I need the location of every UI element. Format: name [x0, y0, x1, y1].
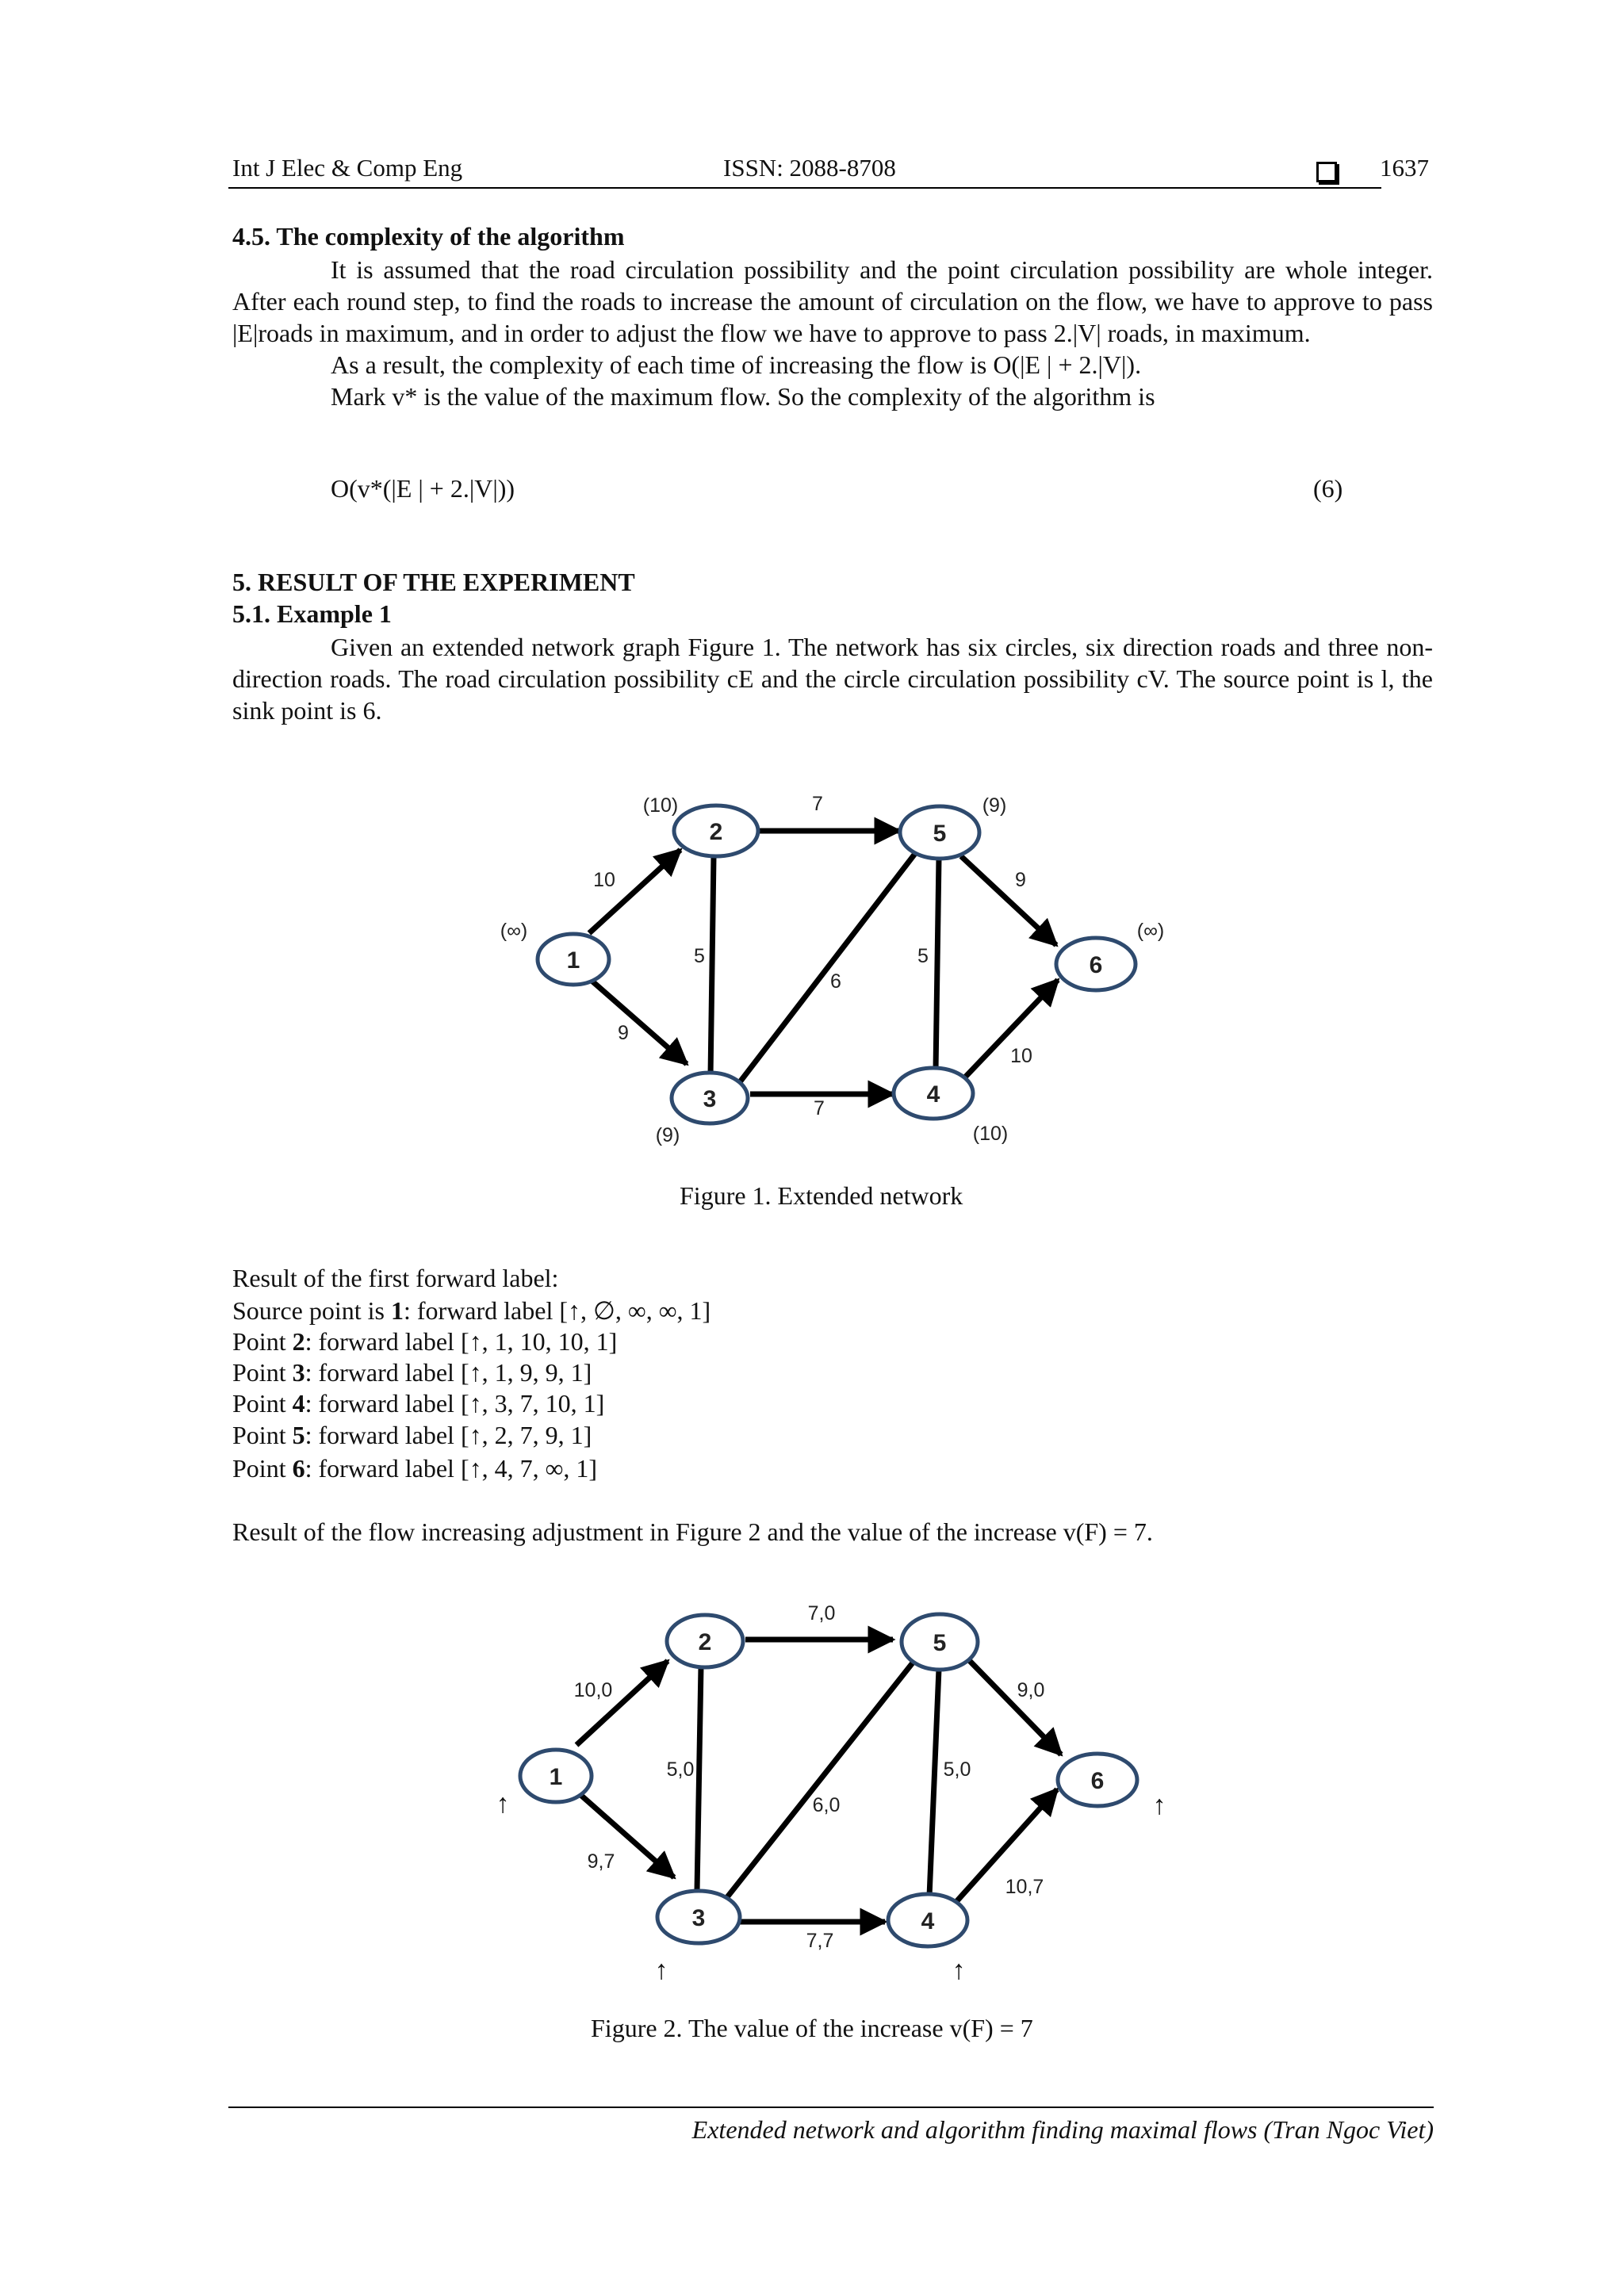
up-arrow-icon: ↑ [1152, 1790, 1166, 1820]
edge-label: 9 [1015, 869, 1026, 891]
edge-label: 7,7 [806, 1930, 834, 1952]
figure-1-network [476, 781, 1189, 1161]
edge-5-4 [936, 858, 939, 1070]
edge-2-3 [710, 856, 714, 1076]
edge-2-3 [697, 1667, 701, 1891]
edge-4-6 [960, 980, 1058, 1082]
page-number: 1637 [1380, 154, 1429, 182]
forward-label-line: Point 4: forward label [↑, 3, 7, 10, 1] [232, 1389, 605, 1418]
edge-label: 7,0 [807, 1602, 836, 1624]
node-capacity: (9) [982, 794, 1007, 817]
edge-1-2 [573, 1661, 668, 1745]
footer-rule [228, 2107, 1434, 2108]
edge-label: 9,0 [1017, 1679, 1045, 1701]
node-capacity: (10) [972, 1123, 1009, 1145]
edge-label: 10,7 [1005, 1876, 1044, 1898]
paragraph-text: Mark v* is the value of the maximum flow. So the complexity of the algorithm is [331, 382, 1155, 411]
edge-label: 6,0 [812, 1794, 841, 1816]
section-title: 5. RESULT OF THE EXPERIMENT [232, 568, 635, 596]
forward-label-line: Source point is 1: forward label [↑, ∅, ∞, ∞, 1] [232, 1296, 711, 1325]
edge-3-5 [724, 1662, 914, 1901]
paragraph-text: As a result, the complexity of each time of increasing the flow is O(|E | + 2.|V|). [331, 350, 1142, 379]
node-label: 1 [566, 947, 580, 974]
edge-label: 5,0 [943, 1758, 971, 1781]
equation: O(v*(|E | + 2.|V|)) [331, 474, 515, 503]
section-title: 4.5. The complexity of the algorithm [232, 222, 625, 251]
node-label: 3 [691, 1905, 706, 1931]
edge-label: 5 [694, 945, 705, 967]
edge-5-6 [961, 856, 1056, 945]
paragraph-text: It is assumed that the road circulation possibility and the point circulation possibility are whole integer. After each round step, to find the roads to increase the amount of circulation on the flow, we have to approve to pass |E|roads in maximum, and in order to adjust the flow we have to approve to pass 2.|V| roads, in maximum. [232, 255, 1433, 347]
edge-5-4 [929, 1669, 939, 1896]
edge-label: 10 [1010, 1045, 1032, 1067]
edge-3-5 [737, 851, 917, 1086]
up-arrow-icon: ↑ [952, 1955, 966, 1985]
edge-label: 5 [917, 945, 929, 967]
edge-label: 10,0 [573, 1679, 613, 1701]
node-label: 4 [926, 1081, 940, 1108]
node-capacity: (10) [642, 794, 679, 817]
edge-5-6 [967, 1659, 1061, 1755]
node-capacity: (9) [655, 1124, 680, 1146]
forward-label-line: Point 6: forward label [↑, 4, 7, ∞, 1] [232, 1454, 598, 1483]
edge-1-2 [589, 850, 680, 933]
running-footer: Extended network and algorithm finding maximal flows (Tran Ngoc Viet) [691, 2115, 1434, 2144]
running-header-journal: Int J Elec & Comp Eng [232, 154, 463, 182]
node-label: 2 [698, 1629, 712, 1655]
figure-2-caption: Figure 2. The value of the increase v(F) = 7 [591, 2014, 1033, 2042]
running-header-issn: ISSN: 2088-8708 [723, 154, 896, 182]
edge-label: 7 [814, 1097, 825, 1119]
box-icon [1316, 155, 1337, 184]
up-arrow-icon: ↑ [654, 1955, 668, 1985]
header-rule [228, 187, 1381, 189]
forward-label-line: Point 2: forward label [↑, 1, 10, 10, 1] [232, 1327, 618, 1356]
up-arrow-icon: ↑ [496, 1789, 510, 1819]
edge-label: 6 [830, 970, 841, 993]
edge-label: 7 [812, 793, 823, 815]
section-paragraph [232, 254, 1433, 412]
node-label: 5 [933, 1630, 947, 1656]
node-label: 6 [1090, 1768, 1105, 1794]
edge-label: 9,7 [587, 1850, 615, 1873]
paragraph-text: Given an extended network graph Figure 1. The network has six circles, six direction roads and three non-direction roads. The road circulation possibility cE and the circle circulation possibility cV. The source point is l, the sink point is 6. [232, 633, 1433, 725]
edge-1-3 [591, 980, 687, 1064]
forward-label-line: Point 5: forward label [↑, 2, 7, 9, 1] [232, 1421, 592, 1449]
figure-1-caption: Figure 1. Extended network [680, 1181, 963, 1210]
node-capacity: (∞) [500, 920, 528, 942]
node-label: 3 [703, 1086, 717, 1112]
figure-2-network [476, 1590, 1189, 1986]
edge-label: 10 [593, 869, 615, 891]
edge-label: 5,0 [666, 1758, 695, 1781]
node-label: 4 [921, 1908, 935, 1934]
node-label: 6 [1089, 952, 1103, 978]
edge-label: 9 [618, 1022, 629, 1044]
node-capacity: (∞) [1136, 920, 1165, 942]
equation-number: (6) [1313, 474, 1343, 503]
result-intro: Result of the first forward label: [232, 1264, 559, 1292]
node-label: 1 [549, 1764, 563, 1790]
result-sentence: Result of the flow increasing adjustment in Figure 2 and the value of the increase v(F) = 7. [232, 1517, 1153, 1546]
node-label: 5 [933, 821, 947, 847]
section-paragraph [232, 631, 1433, 726]
subsection-title: 5.1. Example 1 [232, 599, 392, 628]
node-label: 2 [709, 819, 723, 845]
forward-label-line: Point 3: forward label [↑, 1, 9, 9, 1] [232, 1358, 592, 1387]
